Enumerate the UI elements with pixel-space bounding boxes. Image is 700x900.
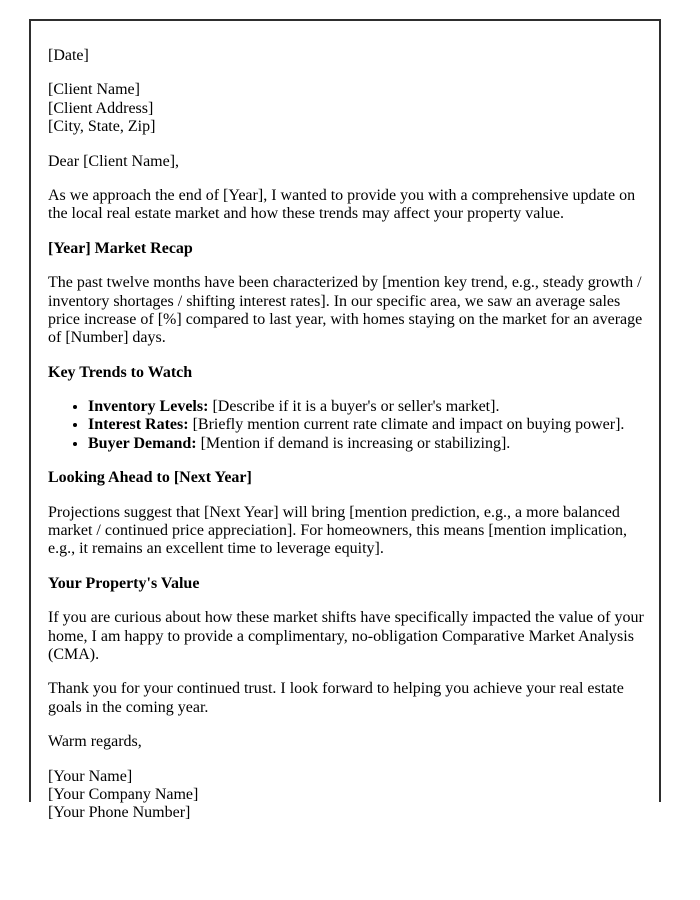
ahead-title: Looking Ahead to [Next Year] (48, 469, 252, 487)
intro-paragraph: As we approach the end of [Year], I wanted to provide you with a comprehensive update on the local real estate market and how these trends may affect your property value. (48, 186, 636, 223)
closing: Warm regards, (48, 733, 142, 751)
recipient-city-state-zip: [City, State, Zip] (48, 118, 156, 136)
trends-title: Key Trends to Watch (48, 363, 193, 381)
list-item (88, 435, 652, 453)
trend-label: Buyer Demand: (88, 434, 197, 452)
list-item (88, 398, 652, 416)
trends-list (48, 398, 652, 453)
signature-name: [Your Name] (48, 767, 133, 785)
ahead-paragraph: Projections suggest that [Next Year] will bring [mention prediction, e.g., a more balanced market / continued price appreciation]. For homeowners, this means [mention implication, e.g., it remains an excellent time to leverage equity]. (48, 503, 627, 558)
trend-text: [Mention if demand is increasing or stabilizing]. (196, 434, 511, 452)
trend-text: [Briefly mention current rate climate and impact on buying power]. (188, 416, 625, 434)
signature-phone: [Your Phone Number] (48, 804, 191, 822)
recap-paragraph: The past twelve months have been characterized by [mention key trend, e.g., steady growth / inventory shortages / shifting interest rates]. In our specific area, we saw an average sales price increase of [%] compared to last year, with homes staying on the market for an average of [Number] days. (48, 274, 643, 347)
recipient-name: [Client Name] (48, 81, 140, 99)
signature-block (48, 768, 652, 823)
thanks-paragraph: Thank you for your continued trust. I look forward to helping you achieve your real estate goals in the coming year. (48, 680, 624, 716)
trend-label: Inventory Levels: (88, 398, 209, 416)
recap-heading (48, 240, 652, 258)
property-value-paragraph: If you are curious about how these market shifts have specifically impacted the value of your home, I am happy to provide a complimentary, no-obligation Comparative Market Analysis (CMA). (48, 609, 644, 663)
signature-company: [Your Company Name] (48, 785, 199, 803)
ahead-heading (48, 469, 652, 487)
letter-page (29, 19, 661, 822)
salutation: Dear [Client Name], (48, 152, 180, 170)
list-item (88, 416, 652, 434)
trends-heading (48, 364, 652, 382)
recipient-address: [Client Address] (48, 99, 154, 117)
recap-title: [Year] Market Recap (48, 239, 193, 257)
trend-label: Interest Rates: (88, 416, 189, 434)
date-placeholder: [Date] (48, 47, 89, 64)
property-value-heading (48, 575, 652, 593)
property-value-title: Your Property's Value (48, 574, 200, 592)
recipient-block (48, 81, 652, 136)
trend-text: [Describe if it is a buyer's or seller's market]. (208, 398, 500, 416)
